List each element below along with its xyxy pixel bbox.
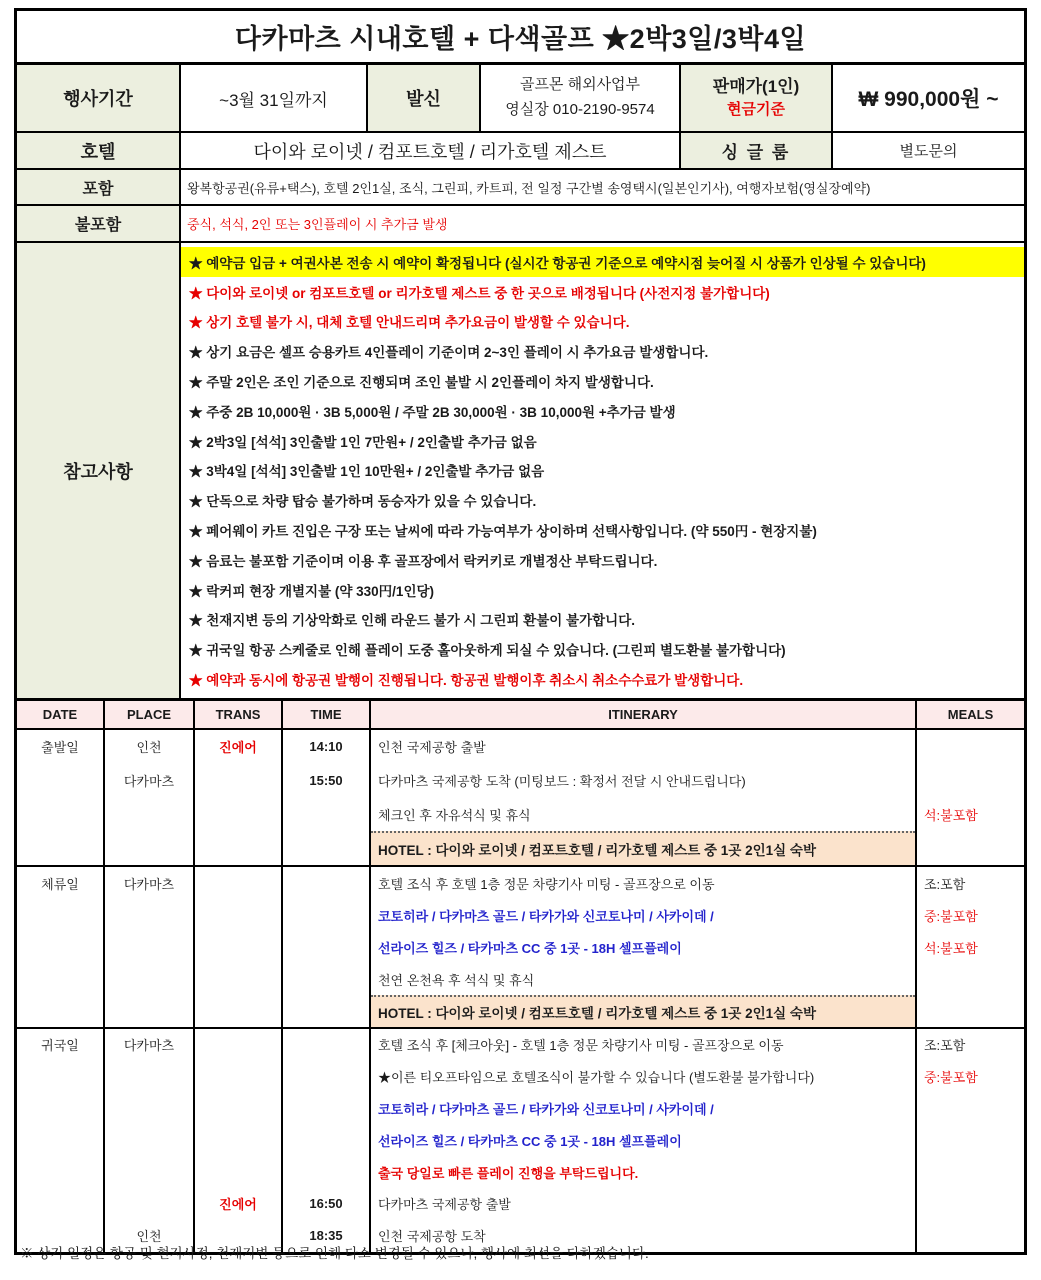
itinerary-row	[17, 1029, 1024, 1252]
slot	[283, 899, 369, 931]
itinerary-cell-meal	[917, 867, 1024, 1027]
slot	[105, 995, 193, 1027]
slot	[283, 1061, 369, 1093]
slot	[17, 963, 103, 995]
price-label-cell	[681, 65, 833, 131]
slot	[17, 1093, 103, 1125]
note-line: ★ 귀국일 항공 스케줄로 인해 플레이 도중 홀아웃하게 되실 수 있습니다. (그린피 별도환불 불가합니다)	[189, 643, 786, 659]
itinerary-cell-text	[371, 867, 917, 1027]
itinerary-line: 다카마츠 국제공항 출발	[378, 1197, 511, 1213]
itinerary-cell-date	[17, 867, 105, 1027]
time-value: 16:50	[309, 1196, 343, 1212]
exclude-label: 불포함	[17, 206, 181, 241]
itinerary-cell-place	[105, 867, 195, 1027]
hotel-value: 다이와 로이넷 / 컴포트호텔 / 리가호텔 제스트	[181, 133, 681, 168]
notes-row	[17, 243, 1024, 701]
header-meals: MEALS	[917, 701, 1024, 728]
itinerary-line: 코토히라 / 다카마츠 골드 / 타카가와 신코토나미 / 사카이데 /	[378, 908, 714, 924]
date-value: 출발일	[41, 740, 79, 756]
date-value: 체류일	[41, 876, 79, 892]
itinerary-line: HOTEL : 다이와 로이넷 / 컴포트호텔 / 리가호텔 제스트 중 1곳 2인1실 숙박	[371, 831, 915, 865]
slot	[195, 764, 281, 798]
single-room-label: 싱 글 룸	[681, 133, 833, 168]
slot	[195, 798, 281, 832]
slot	[283, 963, 369, 995]
hotel-label: 호텔	[17, 133, 181, 168]
note-line: ★ 주중 2B 10,000원 · 3B 5,000원 / 주말 2B 30,000원 · 3B 10,000원 +추가금 발생	[189, 404, 676, 420]
slot	[917, 1188, 1024, 1220]
note-line: ★ 예약과 동시에 항공권 발행이 진행됩니다. 항공권 발행이후 취소시 취소수수료가 발생합니다.	[189, 673, 744, 689]
note-line: ★ 다이와 로이넷 or 컴포트호텔 or 리가호텔 제스트 중 한 곳으로 배정됩니다 (사전지정 불가합니다)	[189, 285, 770, 301]
notes-label: 참고사항	[17, 243, 181, 698]
itinerary-line: 호텔 조식 후 [체크아웃] - 호텔 1층 정문 차량기사 미팅 - 골프장으로 이동	[378, 1038, 784, 1054]
itinerary-line: 다카마츠 국제공항 도착 (미팅보드 : 확정서 전달 시 안내드립니다)	[378, 774, 746, 790]
sender-contact	[481, 65, 681, 131]
slot	[195, 931, 281, 963]
title-row	[17, 11, 1024, 65]
place-value: 인천	[136, 740, 162, 756]
slot	[105, 1093, 193, 1125]
meal-value: 중:불포함	[924, 1070, 978, 1086]
airline-value: 진에어	[219, 740, 257, 756]
slot	[17, 1156, 103, 1188]
itinerary-cell-time	[283, 1029, 371, 1252]
slot	[195, 1029, 281, 1061]
itinerary-cell-meal	[917, 730, 1024, 865]
slot	[283, 1093, 369, 1125]
place-value: 다카마츠	[123, 774, 175, 790]
time-value: 14:10	[309, 739, 343, 755]
note-line: ★ 락커피 현장 개별지불 (약 330円/1인당)	[189, 583, 435, 599]
meal-value: 조:포함	[924, 1038, 966, 1054]
single-room-value: 별도문의	[899, 143, 958, 160]
slot	[195, 995, 281, 1027]
itinerary-line: 코토히라 / 다카마츠 골드 / 타카가와 신코토나미 / 사카이데 /	[378, 1101, 714, 1117]
slot	[283, 798, 369, 832]
price-basis: 현금기준	[727, 101, 785, 119]
include-row	[17, 170, 1024, 206]
note-line: ★ 예약금 입금 + 여권사본 전송 시 예약이 확정됩니다 (실시간 항공권 기준으로 예약시점 늦어질 시 상품가 인상될 수 있습니다)	[181, 247, 1024, 277]
note-line: ★ 천재지변 등의 기상악화로 인해 라운드 불가 시 그린피 환불이 불가합니다.	[189, 613, 635, 629]
header-date: DATE	[17, 701, 105, 728]
slot	[283, 1029, 369, 1061]
info-row	[17, 65, 1024, 133]
price-value: ₩ 990,000원 ~	[858, 88, 999, 111]
itinerary-cell-text	[371, 730, 917, 865]
slot	[17, 831, 103, 865]
include-label: 포함	[17, 170, 181, 204]
itinerary-line: 체크인 후 자유석식 및 휴식	[378, 807, 531, 823]
slot	[283, 995, 369, 1027]
slot	[105, 931, 193, 963]
itinerary-line: 선라이즈 힐즈 / 타카마츠 CC 중 1곳 - 18H 셀프플레이	[378, 940, 682, 956]
meal-value: 중:불포함	[924, 908, 978, 924]
note-line: ★ 2박3일 [석석] 3인출발 1인 7만원+ / 2인출발 추가금 없음	[189, 434, 537, 450]
meal-value: 석:불포함	[924, 940, 978, 956]
header-time: TIME	[283, 701, 371, 728]
itinerary-cell-trans	[195, 1029, 283, 1252]
itinerary-rows	[17, 730, 1024, 1252]
slot	[283, 831, 369, 865]
slot	[105, 1061, 193, 1093]
itinerary-row	[17, 867, 1024, 1029]
slot	[17, 1188, 103, 1220]
footnote: ※ 상기 일정은 항공 및 현지사정, 천재지변 등으로 인해 다소 변경될 수 있으나, 행사에 최선을 다하겠습니다.	[20, 1246, 649, 1261]
itinerary-cell-time	[283, 730, 371, 865]
note-line: ★ 음료는 불포함 기준이며 이용 후 골프장에서 락커키로 개별정산 부탁드립니다.	[189, 553, 658, 569]
slot	[283, 867, 369, 899]
itinerary-cell-date	[17, 1029, 105, 1252]
slot	[195, 1093, 281, 1125]
slot	[917, 1220, 1024, 1252]
slot	[105, 1124, 193, 1156]
exclude-row	[17, 206, 1024, 243]
page-title: 다카마츠 시내호텔 + 다색골프 ★2박3일/3박4일	[234, 24, 807, 54]
slot	[917, 1124, 1024, 1156]
slot	[195, 1124, 281, 1156]
itinerary-cell-place	[105, 1029, 195, 1252]
itinerary-cell-text	[371, 1029, 917, 1252]
itinerary-line: 인천 국제공항 도착	[378, 1229, 486, 1245]
slot	[917, 831, 1024, 865]
slot	[283, 1156, 369, 1188]
airline-value: 진에어	[219, 1197, 257, 1213]
price-label: 판매가(1인)	[712, 76, 800, 96]
itinerary-line: 선라이즈 힐즈 / 타카마츠 CC 중 1곳 - 18H 셀프플레이	[378, 1133, 682, 1149]
itinerary-cell-trans	[195, 730, 283, 865]
itinerary-line: HOTEL : 다이와 로이넷 / 컴포트호텔 / 리가호텔 제스트 중 1곳 2인1실 숙박	[371, 995, 915, 1027]
place-value: 인천	[136, 1229, 162, 1245]
slot	[105, 963, 193, 995]
slot	[195, 831, 281, 865]
note-line: ★ 상기 호텔 불가 시, 대체 호텔 안내드리며 추가요금이 발생할 수 있습니다.	[189, 315, 630, 331]
slot	[17, 995, 103, 1027]
place-value: 다카마츠	[123, 1038, 175, 1054]
itinerary-line: 호텔 조식 후 호텔 1층 정문 차량기사 미팅 - 골프장으로 이동	[378, 876, 715, 892]
slot	[105, 1156, 193, 1188]
slot	[917, 730, 1024, 764]
itinerary-line: 인천 국제공항 출발	[378, 740, 486, 756]
slot	[195, 1156, 281, 1188]
meal-value: 조:포함	[924, 876, 966, 892]
hotel-row	[17, 133, 1024, 170]
header-place: PLACE	[105, 701, 195, 728]
slot	[17, 798, 103, 832]
period-label: 행사기간	[17, 65, 181, 131]
itinerary-cell-time	[283, 867, 371, 1027]
itinerary-line: 출국 당일로 빠른 플레이 진행을 부탁드립니다.	[378, 1165, 639, 1181]
meal-value: 석:불포함	[924, 807, 978, 823]
itinerary-cell-meal	[917, 1029, 1024, 1252]
slot	[917, 764, 1024, 798]
slot	[105, 798, 193, 832]
note-line: ★ 주말 2인은 조인 기준으로 진행되며 조인 불발 시 2인플레이 차지 발생합니다.	[189, 375, 654, 391]
slot	[283, 1124, 369, 1156]
slot	[917, 995, 1024, 1027]
sender-label: 발신	[368, 65, 481, 131]
note-line: ★ 상기 요금은 셀프 승용카트 4인플레이 기준이며 2~3인 플레이 시 추가요금 발생합니다.	[189, 345, 709, 361]
itinerary-cell-trans	[195, 867, 283, 1027]
sender-department: 골프몬 해외사업부	[519, 76, 641, 94]
date-value: 귀국일	[41, 1038, 79, 1054]
itinerary-cell-date	[17, 730, 105, 865]
sender-phone: 영실장 010-2190-9574	[505, 101, 655, 118]
place-value: 다카마츠	[123, 876, 175, 892]
slot	[195, 963, 281, 995]
itinerary-cell-place	[105, 730, 195, 865]
slot	[917, 1093, 1024, 1125]
notes-list	[181, 243, 1024, 698]
slot	[17, 899, 103, 931]
slot	[105, 899, 193, 931]
slot	[195, 867, 281, 899]
itinerary-line: 천연 온천욕 후 석식 및 휴식	[378, 972, 535, 988]
note-line: ★ 3박4일 [석석] 3인출발 1인 10만원+ / 2인출발 추가금 없음	[189, 464, 545, 480]
itinerary-sheet	[14, 8, 1027, 1255]
slot	[195, 1061, 281, 1093]
note-line: ★ 단독으로 차량 탑승 불가하며 동승자가 있을 수 있습니다.	[189, 494, 537, 510]
slot	[17, 931, 103, 963]
slot	[283, 931, 369, 963]
slot	[17, 1124, 103, 1156]
itinerary-line: ★이른 티오프타임으로 호텔조식이 불가할 수 있습니다 (별도환불 불가합니다)	[378, 1070, 815, 1086]
slot	[17, 1061, 103, 1093]
itinerary-header	[17, 701, 1024, 730]
period-value: ~3월 31일까지	[181, 65, 368, 131]
time-value: 18:35	[309, 1228, 343, 1244]
slot	[917, 1156, 1024, 1188]
slot	[917, 963, 1024, 995]
slot	[17, 764, 103, 798]
header-trans: TRANS	[195, 701, 283, 728]
exclude-value: 중식, 석식, 2인 또는 3인플레이 시 추가금 발생	[187, 217, 448, 232]
slot	[105, 831, 193, 865]
slot	[105, 1188, 193, 1220]
header-itinerary: ITINERARY	[371, 701, 917, 728]
slot	[195, 899, 281, 931]
include-value: 왕복항공권(유류+택스), 호텔 2인1실, 조식, 그린피, 카트피, 전 일정 구간별 송영택시(일본인기사), 여행자보험(영실장예약)	[187, 180, 871, 196]
time-value: 15:50	[309, 773, 343, 789]
itinerary-row	[17, 730, 1024, 867]
note-line: ★ 페어웨이 카트 진입은 구장 또는 날씨에 따라 가능여부가 상이하며 선택사항입니다. (약 550円 - 현장지불)	[189, 524, 817, 540]
